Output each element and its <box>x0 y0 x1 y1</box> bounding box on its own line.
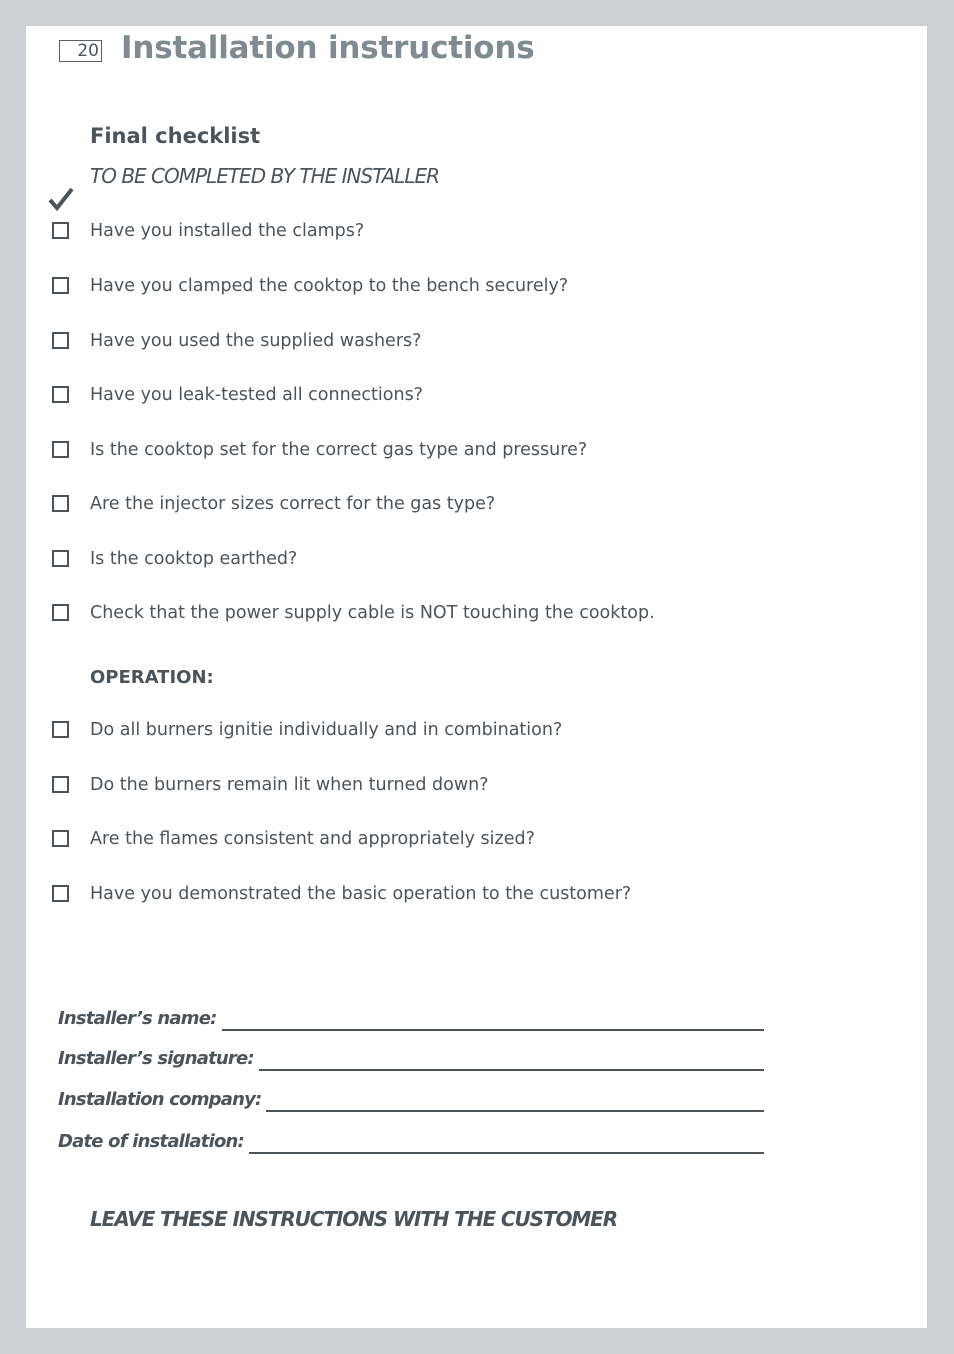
checkmark-icon <box>48 187 74 213</box>
operation-item-label: Do the burners remain lit when turned down? <box>90 775 489 795</box>
operation-item-label: Are the flames consistent and appropriately sized? <box>90 829 535 849</box>
checklist-item-label: Have you used the supplied washers? <box>90 331 422 351</box>
checkbox[interactable] <box>52 604 69 621</box>
checklist-subtitle: TO BE COMPLETED BY THE INSTALLER <box>90 164 440 188</box>
checklist-item-label: Have you installed the clamps? <box>90 221 365 241</box>
checkbox[interactable] <box>52 721 69 738</box>
installer-signature-field[interactable] <box>58 1043 764 1071</box>
footer-note: LEAVE THESE INSTRUCTIONS WITH THE CUSTOMER <box>90 1207 618 1231</box>
checklist-item-label: Have you clamped the cooktop to the bench securely? <box>90 276 569 296</box>
installer-name-line[interactable] <box>222 1029 765 1031</box>
operation-heading: OPERATION: <box>90 667 214 688</box>
checkbox[interactable] <box>52 386 69 403</box>
checkbox[interactable] <box>52 222 69 239</box>
checklist-item-label: Have you leak-tested all connections? <box>90 385 423 405</box>
checklist-item-label: Is the cooktop earthed? <box>90 549 298 569</box>
installation-date-label: Date of installation: <box>58 1131 244 1152</box>
checklist-item-label: Is the cooktop set for the correct gas type and pressure? <box>90 440 588 460</box>
checklist-item-label: Check that the power supply cable is NOT touching the cooktop. <box>90 603 655 623</box>
installation-date-line[interactable] <box>249 1152 764 1154</box>
installer-name-label: Installer’s name: <box>58 1008 217 1029</box>
checklist-item-label: Are the injector sizes correct for the gas type? <box>90 494 496 514</box>
installation-company-line[interactable] <box>266 1110 764 1112</box>
installation-date-field[interactable] <box>58 1126 764 1154</box>
installer-signature-label: Installer’s signature: <box>58 1048 254 1069</box>
checkbox[interactable] <box>52 441 69 458</box>
checkbox[interactable] <box>52 550 69 567</box>
operation-item-label: Have you demonstrated the basic operation to the customer? <box>90 884 632 904</box>
installer-signature-line[interactable] <box>259 1069 764 1071</box>
installer-name-field[interactable] <box>58 1003 764 1031</box>
operation-item-label: Do all burners ignitie individually and in combination? <box>90 720 563 740</box>
checkbox[interactable] <box>52 495 69 512</box>
checklist-title: Final checklist <box>90 124 261 148</box>
checkbox[interactable] <box>52 830 69 847</box>
checkbox[interactable] <box>52 277 69 294</box>
checkbox[interactable] <box>52 332 69 349</box>
checkbox[interactable] <box>52 776 69 793</box>
checkbox[interactable] <box>52 885 69 902</box>
page-number: 20 <box>59 40 102 62</box>
installation-company-label: Installation company: <box>58 1089 262 1110</box>
page-title: Installation instructions <box>121 30 535 66</box>
installation-company-field[interactable] <box>58 1084 764 1112</box>
